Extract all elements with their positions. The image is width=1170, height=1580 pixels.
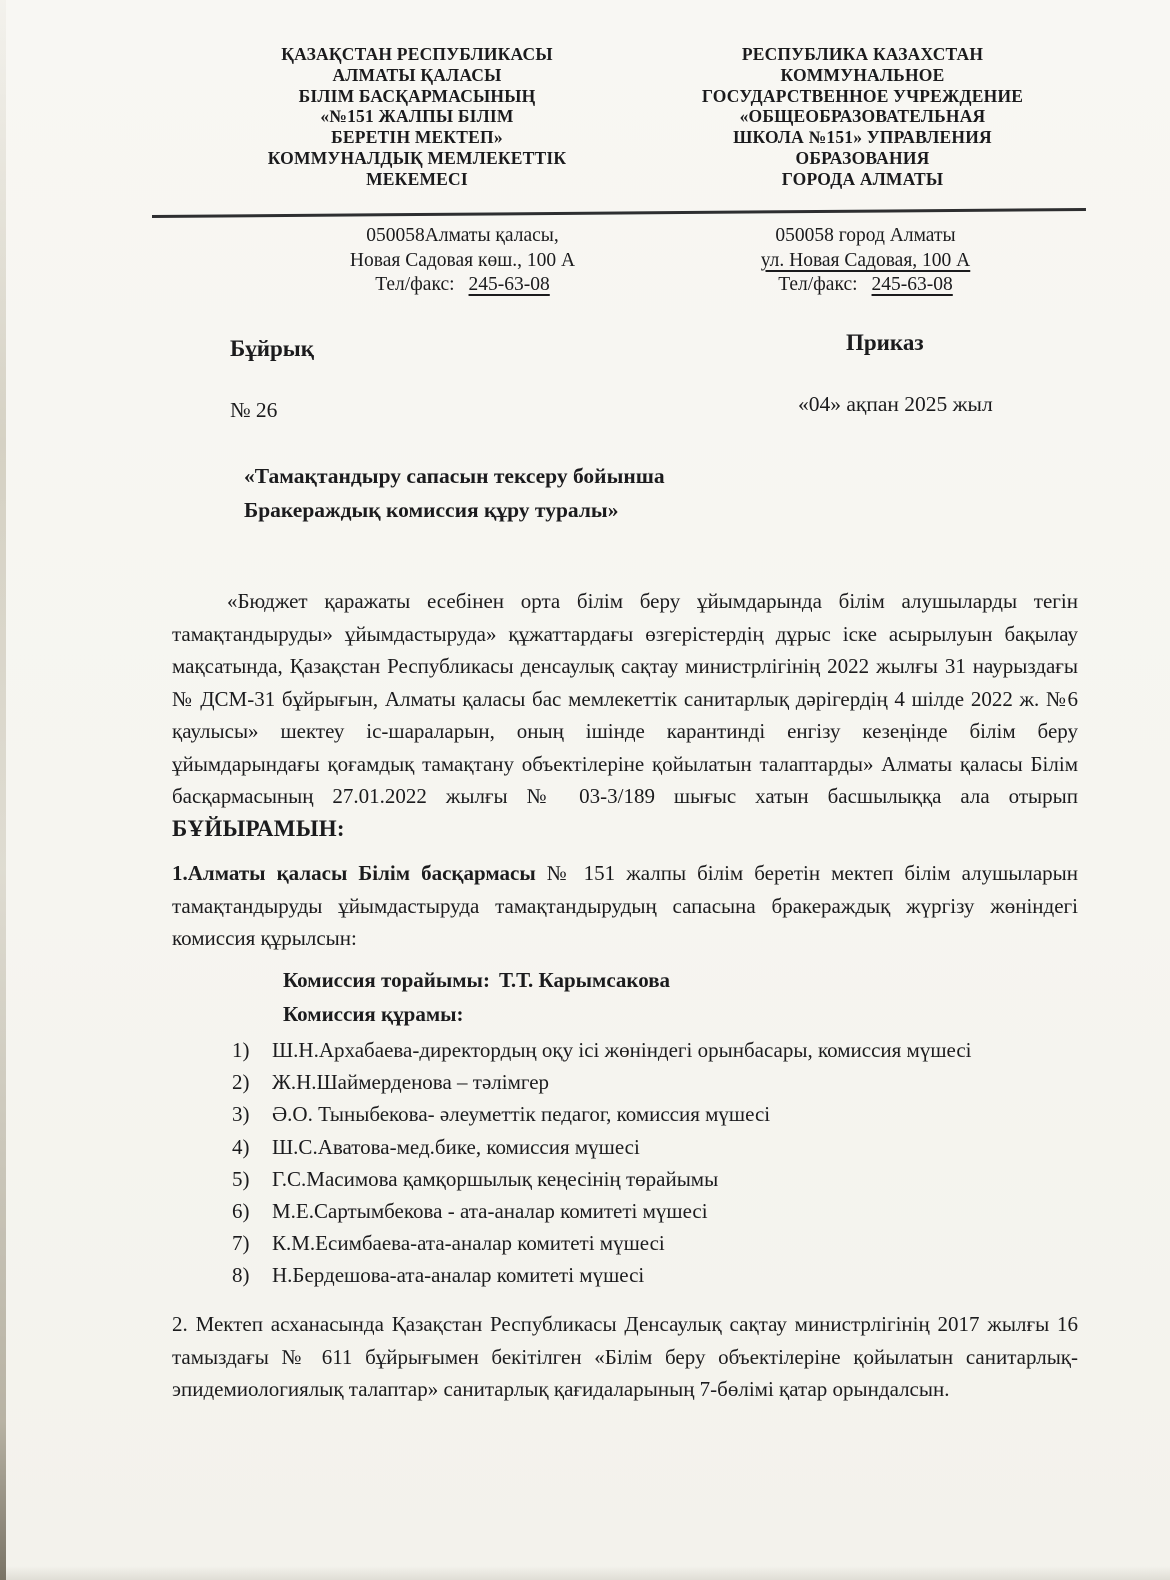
member-text: Ж.Н.Шаймерденова – тәлімгер bbox=[272, 1070, 550, 1095]
commission-member-row bbox=[232, 1131, 1078, 1163]
member-text: Ш.Н.Архабаева-директордың оқу ісі жөніндегі орынбасары, комиссия мүшесі bbox=[272, 1038, 972, 1062]
org-name-line: БЕРЕТІН МЕКТЕП» bbox=[331, 127, 503, 148]
org-name-line: ОБРАЗОВАНИЯ bbox=[795, 147, 930, 168]
member-text: К.М.Есимбаева-ата-аналар комитеті мүшесі bbox=[272, 1231, 665, 1256]
order-verb-bold: БҰЙЫРАМЫН: bbox=[172, 815, 345, 841]
commission-member-row bbox=[232, 1163, 1078, 1195]
org-name-line: ГОРОДА АЛМАТЫ bbox=[781, 168, 944, 189]
commission-member-row bbox=[232, 1227, 1078, 1259]
commission-chair-line bbox=[283, 964, 1078, 998]
member-number: 8) bbox=[232, 1263, 250, 1288]
member-number: 3) bbox=[232, 1102, 250, 1127]
member-text: Н.Бердешова-ата-аналар комитеті мүшесі bbox=[272, 1263, 645, 1288]
org-name-line: РЕСПУБЛИКА КАЗАХСТАН bbox=[741, 44, 984, 64]
commission-member-row bbox=[232, 1259, 1078, 1291]
address-city-ru: 050058 город Алматы bbox=[775, 225, 956, 246]
org-name-line: МЕКЕМЕСІ bbox=[366, 168, 468, 189]
org-name-line: КОММУНАЛДЫҚ МЕМЛЕКЕТТІК bbox=[267, 147, 567, 168]
commission-members-label: Комиссия құрамы: bbox=[283, 1001, 464, 1026]
point-2-paragraph: 2. Мектеп асханасында Қазақстан Республикасы Денсаулық сақтау министрлігінің 2017 жылғы 16 тамыздағы № 611 бұйрығымен бекітілген «Білім беру объектілеріне қойылатын санитарлық-эпидемиологиялық талаптар» санитарлық қағидаларының 7-бөлімі қатар орындалсын. bbox=[172, 1312, 1078, 1401]
org-name-line: ҚАЗАҚСТАН РЕСПУБЛИКАСЫ bbox=[281, 44, 553, 64]
org-name-line: ШКОЛА №151» УПРАВЛЕНИЯ bbox=[733, 127, 992, 148]
phone-label: Тел/факс: bbox=[778, 274, 858, 295]
order-label-russian: Приказ bbox=[846, 330, 924, 355]
commission-member-list bbox=[172, 1034, 1078, 1292]
point-1-text: № 151 жалпы білім беретін мектеп білім алушыларын тамақтандыруды ұйымдастыруда тамақтандырудың сапасына бракераждық жүргізу жөніндегі комиссия құрылсын: bbox=[172, 861, 1079, 950]
org-name-line: «ОБЩЕОБРАЗОВАТЕЛЬНАЯ bbox=[739, 106, 986, 127]
member-number: 7) bbox=[232, 1231, 250, 1256]
org-name-russian bbox=[700, 44, 1025, 190]
member-number: 6) bbox=[232, 1199, 250, 1224]
org-name-line: БІЛІМ БАСҚАРМАСЫНЫҢ bbox=[298, 85, 536, 106]
address-block-left bbox=[290, 224, 635, 298]
commission-section bbox=[172, 964, 1078, 1292]
commission-member-row bbox=[232, 1098, 1078, 1130]
member-number: 1) bbox=[232, 1038, 250, 1062]
org-name-kazakh bbox=[247, 44, 587, 190]
commission-member-row bbox=[232, 1066, 1078, 1098]
org-name-line: ГОСУДАРСТВЕННОЕ УЧРЕЖДЕНИЕ bbox=[701, 85, 1024, 106]
order-date: «04» ақпан 2025 жыл bbox=[798, 392, 993, 416]
member-text: Г.С.Масимова қамқоршылық кеңесінің төрайымы bbox=[272, 1166, 719, 1191]
phone-label: Тел/факс: bbox=[375, 274, 455, 295]
member-text: М.Е.Сартымбекова - ата-аналар комитеті мүшесі bbox=[272, 1199, 708, 1224]
preamble-paragraph bbox=[172, 585, 1078, 845]
org-name-line: «№151 ЖАЛПЫ БІЛІМ bbox=[320, 106, 514, 127]
order-label-kazakh: Бұйрық bbox=[230, 336, 314, 361]
commission-chair-label: Комиссия торайымы: bbox=[283, 968, 490, 992]
member-number: 4) bbox=[232, 1134, 250, 1159]
scan-left-edge-artifact bbox=[0, 0, 6, 1580]
order-title bbox=[244, 459, 665, 527]
point-1-paragraph bbox=[172, 857, 1078, 955]
address-block-right bbox=[698, 224, 1033, 298]
preamble-text: «Бюджет қаражаты есебінен орта білім беру ұйымдарында білім алушыларды тегін тамақтандыруды» ұйымдастыруда» құжаттардағы өзгерістердің дұрыс іске асырылуын бақылау мақсатында, Қазақстан Республикасы денсаулық сақтау министрлігінің 2022 жылғы 31 наурыздағы № ДСМ-31 бұйрығын, Алматы қаласы бас мемлекеттік санитарлық дәрігердің 4 шілде 2022 ж. №6 қаулысы» шектеу іс-шараларын, оның ішінде карантинді енгізу кезеңінде білім беру ұйымдарындағы қоғамдық тамақтану объектілеріне қойылатын талаптарды» Алматы қаласы Білім басқармасының 27.01.2022 жылғы № 03-3/189 шығыс хатын басшылыққа ала отырып bbox=[172, 589, 1078, 808]
org-name-line: АЛМАТЫ ҚАЛАСЫ bbox=[332, 64, 502, 85]
address-city-kk: 050058Алматы қаласы, bbox=[366, 225, 559, 246]
address-phone-kk bbox=[290, 273, 635, 298]
member-number: 5) bbox=[232, 1166, 250, 1191]
member-text: Ә.О. Тыныбекова- әлеуметтік педагог, комиссия мүшесі bbox=[272, 1102, 771, 1127]
member-text: Ш.С.Аватова-мед.бике, комиссия мүшесі bbox=[272, 1134, 640, 1159]
point-1-lead: 1.Алматы қаласы Білім басқармасы bbox=[172, 861, 536, 885]
address-phone-ru bbox=[698, 273, 1033, 298]
letterhead-divider-line bbox=[152, 208, 1086, 218]
commission-member-row bbox=[232, 1195, 1078, 1227]
address-street-ru: ул. Новая Садовая, 100 А bbox=[760, 249, 971, 271]
commission-member-row bbox=[232, 1034, 1078, 1066]
member-number: 2) bbox=[232, 1070, 250, 1095]
org-name-line: КОММУНАЛЬНОЕ bbox=[780, 64, 945, 85]
scan-bottom-edge-artifact bbox=[0, 1566, 1170, 1580]
phone-number: 245-63-08 bbox=[871, 274, 953, 295]
order-title-line1: «Тамақтандыру сапасын тексеру бойынша bbox=[244, 464, 665, 488]
address-street-kk: Новая Садовая көш., 100 А bbox=[349, 249, 576, 271]
commission-chair-name: Т.Т. Карымсакова bbox=[498, 968, 671, 992]
phone-number: 245-63-08 bbox=[468, 274, 550, 295]
order-title-line2: Бракераждық комиссия құру туралы» bbox=[244, 498, 619, 522]
order-number: № 26 bbox=[230, 398, 278, 422]
